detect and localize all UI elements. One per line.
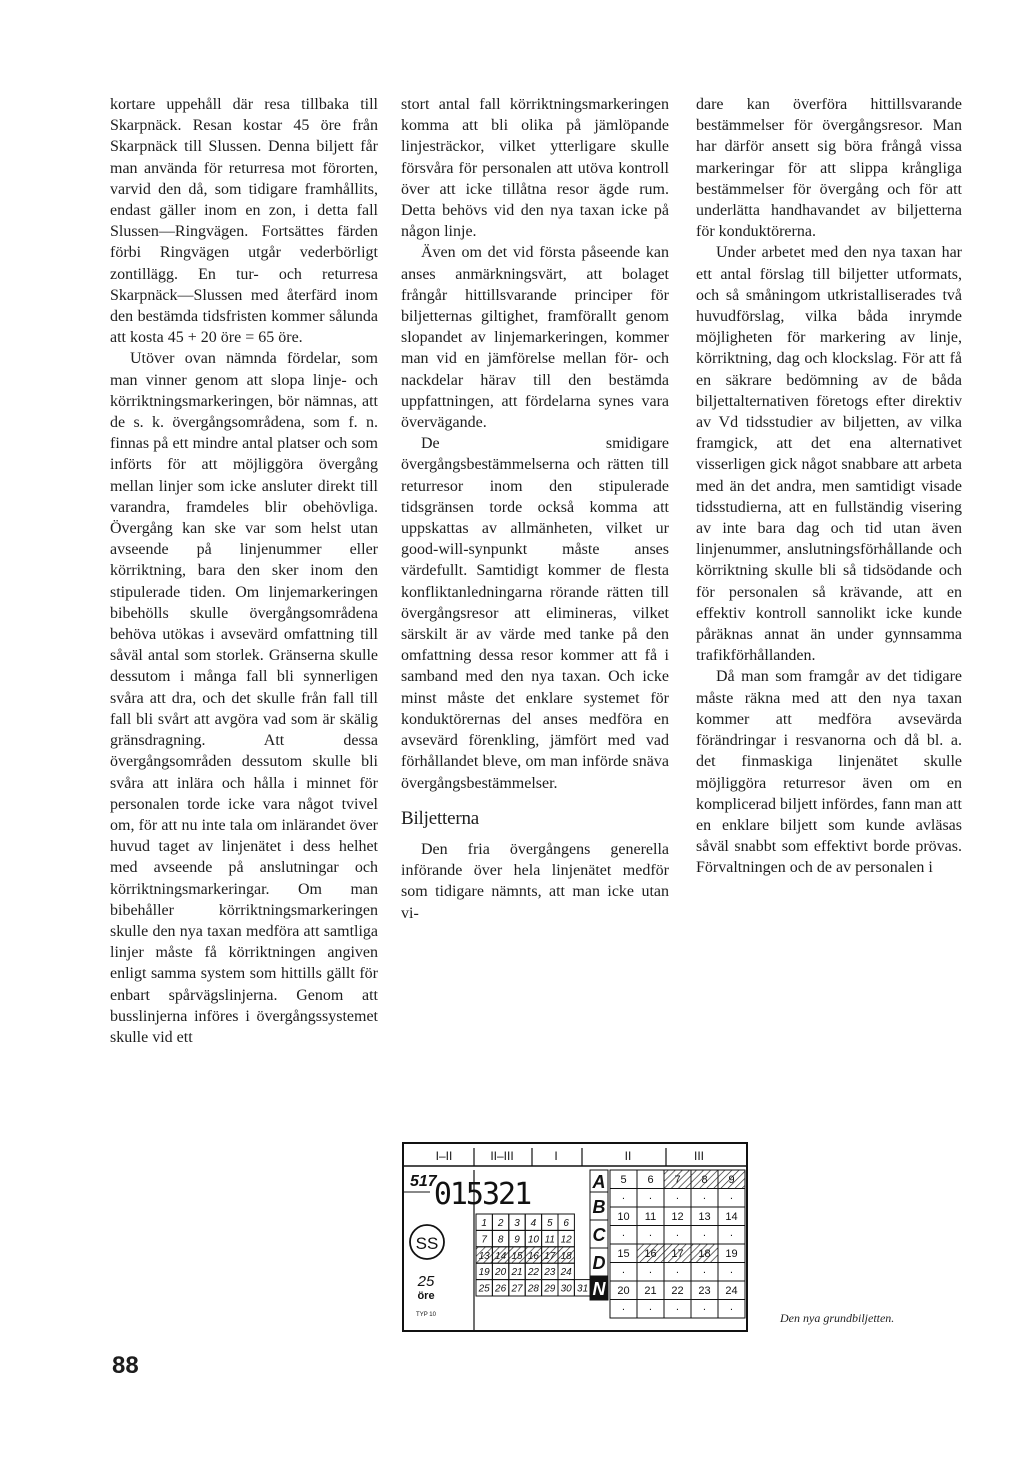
day-number: 31 (577, 1283, 589, 1295)
hour-number: 7 (674, 1174, 681, 1186)
paragraph: Utöver ovan nämnda fördelar, som man vinner genom att slopa linje- och körriktningsmarkeringen, bör nämnas, att de s. k. övergångsområdena, som f. n. finnas på ett mindre antal platser och som införts för att möjliggöra övergång mellan linjer som icke ansluter direkt till varandra, framdeles blir obehövliga. Övergång kan ske var som helst utan avseende på linjenummer eller körriktning, bara den sker inom den stipulerade tiden. Om linjemarkeringen bibehölls skulle övergångsområdena behöva utökas i avsevärd omfattning till såväl antal som storlek. Gränserna skulle dessutom i många fall bli synnerligen svåra att dra, och det skulle från fall till fall bli svårt att avgöra vad som är skälig gränsdragning. Att dessa övergångsområden dessutom skulle bli svåra att inlära och hålla i minnet för personalen torde icke vara något tvivel om, för att nu inte tala om inlärandet över huvud taget av linjenätet i dess helhet med avseende på anslutningar och körriktningsmarkeringar. Om man bibehåller körriktningsmarkeringen skulle den nya taxan medföra att samtliga linjer måste få körriktningen angiven enligt samma system som hittills gällt för enbart spårvägslinjerna. Genom att busslinjerna införes i övergångssystemet skulle vid ett (110, 350, 378, 1046)
hour-number: 8 (701, 1174, 708, 1186)
hour-number: 15 (617, 1248, 630, 1260)
day-number: 25 (478, 1283, 490, 1295)
direction-letter: C (592, 1225, 606, 1245)
day-number: 7 (481, 1234, 487, 1246)
hour-number: · (648, 1303, 653, 1316)
hour-number: · (621, 1303, 626, 1316)
hour-number: · (675, 1266, 680, 1279)
day-number: 19 (478, 1267, 490, 1279)
hour-number: · (702, 1229, 707, 1242)
day-number: 3 (514, 1218, 520, 1229)
direction-letter: N (592, 1279, 606, 1299)
paragraph: Den fria övergångens generella införande över hela linjenätet medför som tidigare nämnts, att man icke utan vi- (401, 840, 669, 922)
day-number: 21 (511, 1267, 523, 1279)
ticket-illustration (402, 1142, 748, 1332)
hour-number: · (675, 1229, 680, 1242)
ticket-drawing (404, 1144, 746, 1330)
hour-number: 23 (698, 1285, 711, 1297)
day-number: 23 (544, 1267, 556, 1279)
hour-number: 24 (725, 1285, 738, 1297)
text-column-2 (401, 94, 669, 924)
hour-number: 14 (725, 1211, 738, 1223)
direction-letter: A (592, 1172, 606, 1192)
zone-header: III (693, 1149, 705, 1163)
paragraph: kortare uppehåll där resa tillbaka till Skarpnäck. Resan kostar 45 öre från Skarpnäck till Slussen. Denna biljett får man använda för returresa mot förorten, varvid den då, som tidigare framhållits, endast gäller inom en zon, i detta fall Slussen—Ringvägen. Fortsättes färden förbi Ringvägen utgår vederbörligt zontillägg. En tur- och returresa Skarpnäck—Slussen med återfärd inom den bestämda tidsfristen kommer sålunda att kosta 45 + 20 öre = 65 öre. (110, 96, 378, 347)
hour-number: · (702, 1266, 707, 1279)
ticket-logo: SS (415, 1234, 439, 1253)
ticket-series: 517 (410, 1173, 437, 1190)
zone-header: I (554, 1149, 558, 1163)
hour-number: 16 (644, 1248, 657, 1260)
hour-number: · (729, 1303, 734, 1316)
text-column-1 (110, 94, 378, 1048)
day-number: 22 (527, 1267, 539, 1279)
day-number: 11 (544, 1234, 555, 1246)
hour-number: · (648, 1192, 653, 1205)
hour-number: · (648, 1266, 653, 1279)
day-number: 8 (497, 1234, 504, 1246)
day-number: 1 (481, 1218, 487, 1229)
hour-number: 9 (728, 1174, 735, 1186)
hour-number: · (648, 1229, 653, 1242)
hour-number: 11 (644, 1211, 657, 1223)
ticket-type-mark: TYP 10 (416, 1312, 436, 1318)
hour-number: 10 (617, 1211, 630, 1223)
ticket-serial-number: 015321 (433, 1177, 531, 1212)
page-number: 88 (112, 1352, 139, 1379)
figure-caption: Den nya grundbiljetten. (780, 1311, 895, 1325)
paragraph: dare kan överföra hittillsvarande bestämmelser för övergångsresor. Man har därför ansett sig böra frångå vissa markeringar för att slippa krångliga bestämmelser för övergång och för att underlätta handhavandet av biljetterna för konduktörerna. (696, 96, 962, 241)
day-number: 5 (547, 1218, 553, 1229)
day-number: 13 (478, 1250, 490, 1262)
day-number: 16 (527, 1250, 539, 1262)
day-number: 15 (511, 1250, 523, 1262)
day-number: 28 (527, 1283, 539, 1295)
day-number: 12 (560, 1234, 572, 1246)
paragraph: Då man som framgår av det tidigare måste räkna med att den nya taxan kommer att medföra avsevärda förändringar i resvanorna och då bl. a. det finmaskiga linjenätet skulle möjliggöra returresor även om en komplicerad biljett infördes, fann man att en enklare biljett som kunde avläsas såväl snabbt som effektivt borde prövas. Förvaltningen och de av personalen i (696, 668, 962, 877)
zone-header: II–III (490, 1149, 514, 1163)
zone-header: I–II (435, 1149, 453, 1163)
hour-number: 20 (617, 1285, 630, 1297)
paragraph: Även om det vid första påseende kan anses anmärkningsvärt, att bolaget frångår hittillsvarande principer för biljetternas giltighet, framförallt genom slopandet av linjemarkeringen, kommer man vid en jämförelse mellan för- och nackdelar härav till den bestämda uppfattningen, att fördelarna synes vara övervägande. (401, 244, 669, 432)
hour-number: 6 (647, 1174, 654, 1186)
paragraph: De smidigare övergångsbestämmelserna och rätten till returresor inom den stipulerade tidsgränsen torde också komma att uppskattas av allmänheten, vilket ur good-will-synpunkt måste anses värdefullt. Samtidigt kommer de flesta konfliktanledningarna rörande rätten till övergångsresor att elimineras, vilket särskilt är av värde med tanke på den omfattning dessa resor kommer att få i samband med den nya taxan. Och icke minst måste det enklare systemet för konduktörernas del anses medföra en avsevärd förenkling, jämfört med vad förhållandet bleve, om man införde snäva övergångsbestämmelser. (401, 435, 669, 792)
day-number: 2 (497, 1218, 504, 1229)
hour-number: 12 (671, 1211, 684, 1223)
day-number: 29 (544, 1283, 556, 1295)
day-number: 20 (495, 1267, 507, 1279)
paragraph: Under arbetet med den nya taxan har ett antal förslag till biljetter utformats, och så småningom utkristalliserades två huvudförslag, vilka båda inrymde möjligheten för markering av linje, körriktning, dag och klockslag. För att få en säkrare bedömning av de båda biljettalternativen företogs efter direktiv av Vd tidsstudier av biljetten, av vilka framgick, att det ena alternativet visserligen gick något snabbare att arbeta med än det andra, men samtidigt visade tidsstudierna, att en fullständig visering av inte bara dag och tid utan även linjenummer, anslutningsförhållande och körriktning skulle bli så tidsödande och för personalen så krävande, att en effektiv kontroll sannolikt icke kunde påräknas annat än under gynnsamma trafikförhållanden. (696, 244, 962, 665)
direction-letter: B (592, 1197, 606, 1217)
direction-letter: D (592, 1253, 606, 1273)
hour-number: · (621, 1192, 626, 1205)
hour-number: · (621, 1266, 626, 1279)
hour-number: · (729, 1229, 734, 1242)
text-column-3 (696, 94, 962, 879)
day-number: 27 (511, 1283, 523, 1295)
hour-number: · (702, 1303, 707, 1316)
hour-number: 17 (671, 1248, 684, 1260)
hour-number: 5 (620, 1174, 627, 1186)
hour-number: 21 (644, 1285, 657, 1297)
day-number: 26 (495, 1283, 507, 1295)
day-number: 30 (560, 1283, 572, 1295)
day-number: 18 (560, 1250, 572, 1262)
hour-number: 18 (698, 1248, 711, 1260)
hour-number: · (702, 1192, 707, 1205)
hour-number: 13 (698, 1211, 711, 1223)
day-number: 10 (527, 1234, 539, 1246)
ticket-price-unit: öre (417, 1290, 435, 1302)
hour-number: · (675, 1303, 680, 1316)
hour-number: · (729, 1266, 734, 1279)
hour-number: 19 (725, 1248, 738, 1260)
day-number: 14 (495, 1250, 507, 1262)
day-number: 9 (514, 1234, 520, 1246)
hour-number: 22 (671, 1285, 684, 1297)
day-number: 17 (544, 1250, 556, 1262)
hour-number: · (729, 1192, 734, 1205)
day-number: 4 (530, 1218, 537, 1229)
day-number: 24 (560, 1267, 572, 1279)
hour-number: · (675, 1192, 680, 1205)
zone-header: II (624, 1149, 632, 1163)
day-number: 6 (563, 1218, 569, 1229)
paragraph: stort antal fall körriktningsmarkeringen komma att bli olika på jämlöpande linjesträckor, vilket ytterligare skulle försvåra för personalen att utöva kontroll över att icke tillåtna resor ägde rum. Detta behövs vid den nya taxan icke på någon linje. (401, 96, 669, 241)
ticket-price: 25 (417, 1273, 435, 1290)
section-heading: Biljetterna (401, 807, 479, 829)
hour-number: · (621, 1229, 626, 1242)
